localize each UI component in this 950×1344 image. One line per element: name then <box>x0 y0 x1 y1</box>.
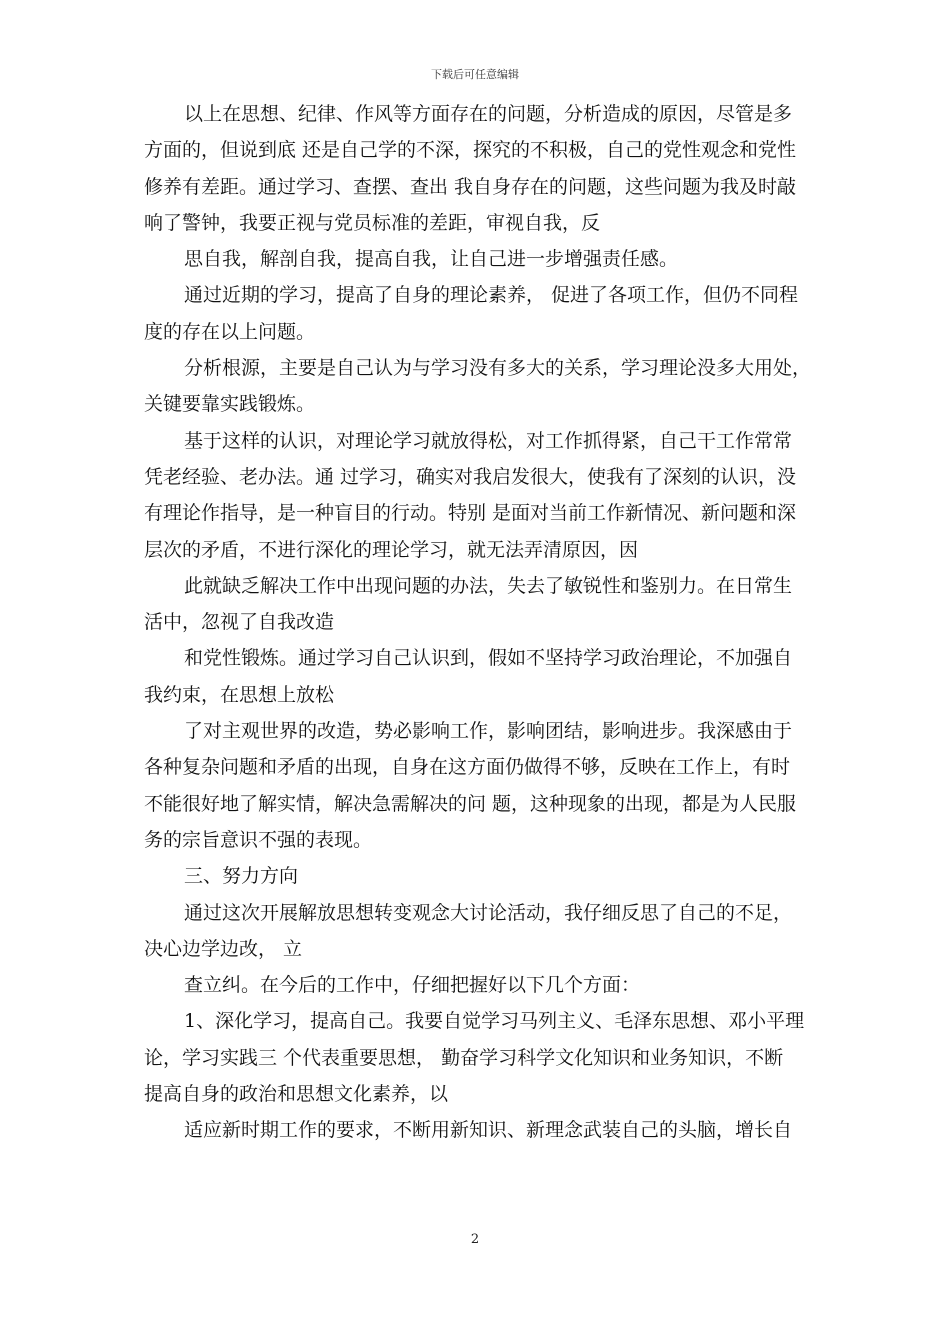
text-line: 以上在思想、纪律、作风等方面存在的问题，分析造成的原因，尽管是多 <box>184 103 793 125</box>
page-number: 2 <box>470 1232 480 1247</box>
text-line: 三、努力方向 <box>184 865 299 888</box>
paragraph <box>144 1003 824 1112</box>
page-header: 下载后可任意编辑 <box>431 68 519 81</box>
text-line: 关键要靠实践锻炼。 <box>144 393 316 416</box>
paragraph <box>144 277 824 350</box>
text-line: 了对主观世界的改造，势必影响工作，影响团结，影响进步。我深感由于 <box>184 720 793 743</box>
text-line: 分析根源，主要是自己认为与学习没有多大的关系，学习理论没多大用处， <box>184 357 812 380</box>
document-body <box>144 96 824 1149</box>
paragraph <box>144 96 824 241</box>
section-heading <box>144 858 824 894</box>
paragraph <box>144 967 824 1003</box>
text-line: 不能很好地了解实情，解决急需解决的问 题，这种现象的出现，都是为人民服 <box>144 792 797 815</box>
text-line: 务的宗旨意识不强的表现。 <box>144 828 373 851</box>
text-line: 论，学习实践三 个代表重要思想， 勤奋学习科学文化知识和业务知识，不断 <box>144 1046 784 1069</box>
text-line: 基于这样的认识，对理论学习就放得松，对工作抓得紧，自己干工作常常 <box>184 429 793 452</box>
text-line: 修养有差距。通过学习、查摆、查出 我自身存在的问题，这些问题为我及时敲 <box>144 175 797 198</box>
text-line: 思自我，解剖自我，提高自我，让自己进一步增强责任感。 <box>184 248 679 271</box>
text-line: 1、深化学习，提高自己。我要自觉学习马列主义、毛泽东思想、邓小平理 <box>184 1010 805 1033</box>
paragraph <box>144 1112 824 1148</box>
paragraph <box>144 568 824 641</box>
paragraph <box>144 713 824 858</box>
text-line: 通过这次开展解放思想转变观念大讨论活动，我仔细反思了自己的不足， <box>184 901 793 924</box>
text-line: 有理论作指导，是一种盲目的行动。特别 是面对当前工作新情况、新问题和深 <box>144 502 797 525</box>
text-line: 查立纠。在今后的工作中，仔细把握好以下几个方面： <box>184 974 641 997</box>
text-line: 通过近期的学习，提高了自身的理论素养， 促进了各项工作，但仍不同程 <box>184 284 799 307</box>
text-line: 和党性锻炼。通过学习自己认识到，假如不坚持学习政治理论，不加强自 <box>184 647 793 670</box>
text-line: 凭老经验、老办法。通 过学习，确实对我启发很大，使我有了深刻的认识，没 <box>144 465 797 488</box>
text-line: 响了警钟，我要正视与党员标准的差距，审视自我，反 <box>144 211 601 234</box>
paragraph <box>144 241 824 277</box>
paragraph <box>144 423 824 568</box>
paragraph <box>144 640 824 713</box>
text-line: 适应新时期工作的要求，不断用新知识、新理念武装自己的头脑，增长自 <box>184 1119 793 1142</box>
text-line: 方面的，但说到底 还是自己学的不深，探究的不积极，自己的党性观念和党性 <box>144 139 797 162</box>
text-line: 此就缺乏解决工作中出现问题的办法，失去了敏锐性和鉴别力。在日常生 <box>184 574 793 597</box>
paragraph <box>144 895 824 968</box>
text-line: 各种复杂问题和矛盾的出现，自身在这方面仍做得不够，反映在工作上，有时 <box>144 756 791 779</box>
text-line: 度的存在以上问题。 <box>144 320 316 343</box>
text-line: 我约束，在思想上放松 <box>144 683 335 706</box>
text-line: 提高自身的政治和思想文化素养，以 <box>144 1083 449 1106</box>
text-line: 活中，忽视了自我改造 <box>144 611 335 634</box>
text-line: 决心边学边改， 立 <box>144 937 303 960</box>
paragraph <box>144 350 824 423</box>
text-line: 层次的矛盾，不进行深化的理论学习，就无法弄清原因，因 <box>144 538 639 561</box>
